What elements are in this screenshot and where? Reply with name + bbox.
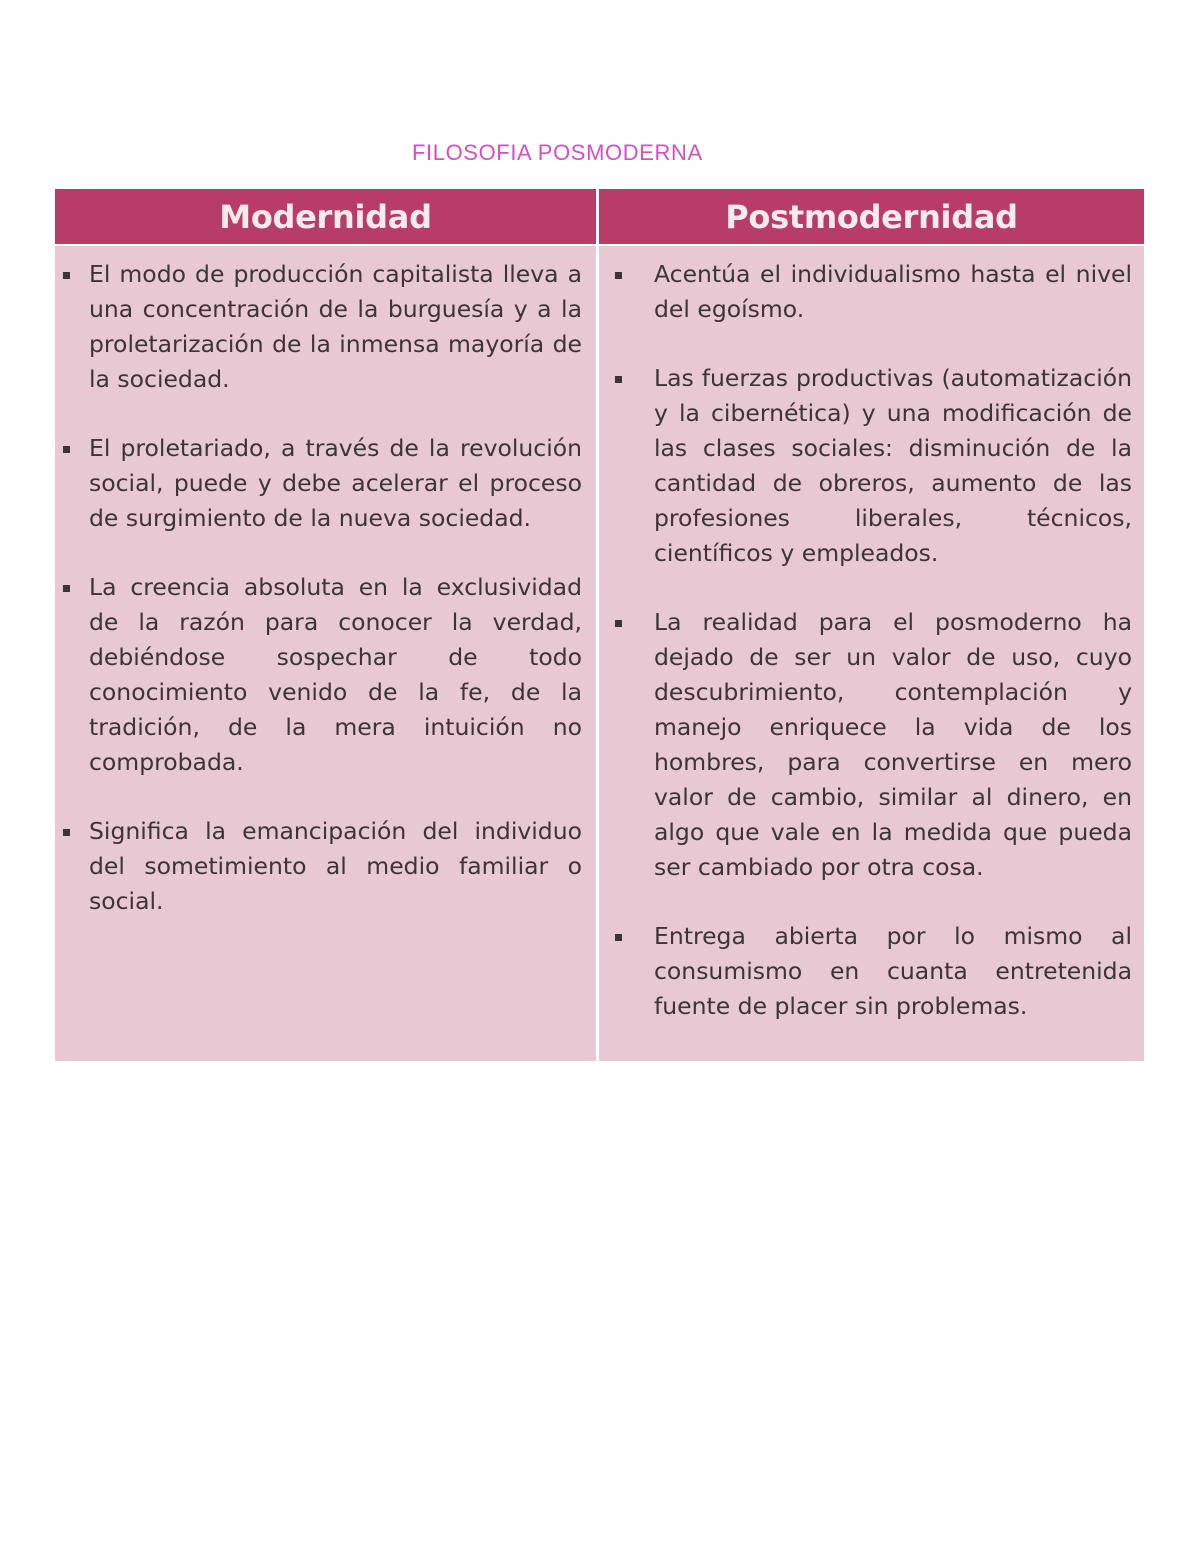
square-bullet-icon bbox=[615, 934, 622, 941]
square-bullet-icon bbox=[63, 829, 70, 836]
square-bullet-icon bbox=[63, 585, 70, 592]
column-header-postmodernidad: Postmodernidad bbox=[599, 189, 1144, 244]
list-item-text: La realidad para el posmoderno ha dejado de ser un valor de uso, cuyo descubrimiento, contemplación y manejo enriquece la vida de los hombres, para convertirse en mero valor de cambio, similar al dinero, en algo que vale en la medida que pueda ser cambiado por otra cosa. bbox=[654, 608, 1132, 881]
list-item-text: Entrega abierta por lo mismo al consumismo en cuanta entretenida fuente de placer sin problemas. bbox=[654, 922, 1132, 1020]
bullet-list-modernidad bbox=[63, 257, 582, 919]
column-postmodernidad bbox=[599, 189, 1144, 1061]
comparison-table bbox=[55, 189, 1144, 1061]
list-item-text: Las fuerzas productivas (automatización y la cibernética) y una modificación de las clases sociales: disminución de la cantidad de obreros, aumento de las profesiones liberales, técnicos, científicos y empleados. bbox=[654, 364, 1132, 567]
square-bullet-icon bbox=[615, 376, 622, 383]
square-bullet-icon bbox=[615, 620, 622, 627]
square-bullet-icon bbox=[63, 446, 70, 453]
bullet-list-postmodernidad bbox=[613, 257, 1132, 1024]
column-modernidad bbox=[55, 189, 596, 1061]
column-header-modernidad: Modernidad bbox=[55, 189, 596, 244]
column-body-postmodernidad bbox=[599, 246, 1144, 1061]
square-bullet-icon bbox=[63, 272, 70, 279]
list-item bbox=[63, 257, 582, 397]
list-item-text: El proletariado, a través de la revolución social, puede y debe acelerar el proceso de surgimiento de la nueva sociedad. bbox=[89, 434, 582, 532]
list-item-text: La creencia absoluta en la exclusividad de la razón para conocer la verdad, debiéndose sospechar de todo conocimiento venido de la fe, de la tradición, de la mera intuición no comprobada. bbox=[89, 573, 582, 776]
list-item-text: Acentúa el individualismo hasta el nivel del egoísmo. bbox=[654, 260, 1132, 323]
list-item bbox=[63, 814, 582, 919]
column-body-modernidad bbox=[55, 246, 596, 1061]
list-item bbox=[613, 605, 1132, 885]
document-title: FILOSOFIA POSMODERNA bbox=[412, 140, 703, 165]
list-item bbox=[613, 361, 1132, 571]
list-item bbox=[613, 919, 1132, 1024]
list-item bbox=[63, 431, 582, 536]
list-item bbox=[613, 257, 1132, 327]
list-item-text: Significa la emancipación del individuo del sometimiento al medio familiar o social. bbox=[89, 817, 582, 915]
list-item bbox=[63, 570, 582, 780]
list-item-text: El modo de producción capitalista lleva a una concentración de la burguesía y a la proletarización de la inmensa mayoría de la sociedad. bbox=[89, 260, 582, 393]
square-bullet-icon bbox=[615, 272, 622, 279]
